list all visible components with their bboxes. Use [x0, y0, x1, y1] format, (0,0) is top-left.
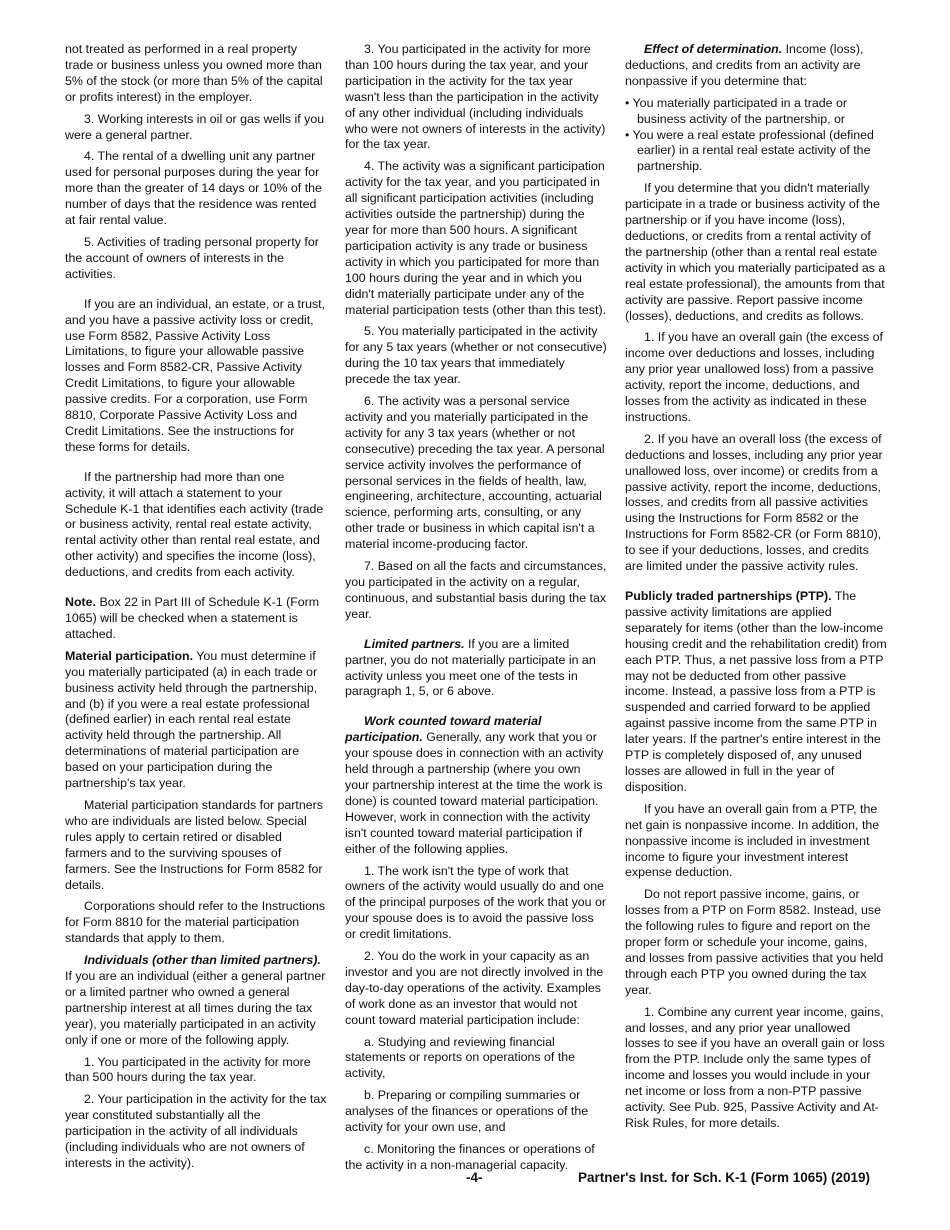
list-item: 2. Your participation in the activity for the tax year constituted substantially all the participation in the activity of all individuals (including individuals who are not owners of interests in the activity).: [65, 1092, 327, 1170]
list-item: 4. The rental of a dwelling unit any partner used for personal purposes during the year for more than the greater of 14 days or 10% of the number of days that the residence was rented at fair rental value.: [65, 149, 322, 228]
column-left: [65, 42, 327, 1178]
individuals-paragraph: [65, 953, 327, 1048]
paragraph: Material participation standards for partners who are individuals are listed below. Special rules apply to certain retired or disabled farmers and to the surviving spouses of farmers. See the Instructions for Form 8582 for details.: [65, 797, 323, 892]
limited-partners-paragraph: [345, 637, 607, 701]
material-participation-heading: Material participation.: [65, 648, 194, 663]
paragraph-text: If you are an individual (either a general partner or a limited partner who owned a general partnership interest at all times during the tax year), you materially participated in an activity only if one or more of the following apply.: [65, 969, 326, 1047]
bullet-item: • You were a real estate professional (defined earlier) in a rental real estate activity of the partnership.: [625, 127, 874, 174]
paragraph: Corporations should refer to the Instructions for Form 8810 for the material participation standards that apply to them.: [65, 899, 326, 946]
list-item: 4. The activity was a significant participation activity for the tax year, and you participated in all significant participation activities (including activities outside the partnership) during the year for more than 500 hours. A significant participation activity is any trade or business activity in which you participated for more than 100 hours during the year and in which you didn't materially participate under any of the material participation tests (other than this test).: [345, 159, 607, 317]
list-item: 1. You participated in the activity for more than 500 hours during the tax year.: [65, 1054, 311, 1085]
list-item: 5. Activities of trading personal property for the account of owners of interests in the activities.: [65, 234, 319, 281]
ptp-heading: Publicly traded partnerships (PTP).: [625, 589, 832, 603]
bullet-item: • You materially participated in a trade or business activity of the partnership, or: [625, 95, 847, 126]
work-counted-paragraph: [345, 714, 607, 857]
sub-list-item: b. Preparing or compiling summaries or analyses of the finances or operations of the activity for your own use, and: [345, 1088, 589, 1135]
column-middle: [345, 42, 607, 1180]
sub-list-item: a. Studying and reviewing financial statements or reports on operations of the activity,: [345, 1034, 576, 1081]
list-item: 1. Combine any current year income, gains, and losses, and any prior year unallowed losses to see if you have an overall gain or loss from the PTP. Include only the same types of income and losses you would include in your net income or loss from a non-PTP passive activity. See Pub. 925, Passive Activity and At-Risk Rules, for more details.: [625, 1004, 885, 1130]
paragraph: If you are an individual, an estate, or a trust, and you have a passive activity loss or credit, use Form 8582, Passive Activity Loss Limitations, to figure your allowable passive losses and Form 8582-CR, Passive Activity Credit Limitations, to figure your allowable passive credits. For a corporation, use Form 8810, Corporate Passive Activity Loss and Credit Limitations. See the instructions for these forms for details.: [65, 296, 326, 454]
paragraph: If the partnership had more than one activity, it will attach a statement to your Schedule K-1 that identifies each activity (trade or business activity, rental real estate activity, rental activity other than rental real estate, and other activity) and specifies the income (loss), deductions, and credits from each activity.: [65, 469, 324, 580]
list-item: 3. You participated in the activity for more than 100 hours during the tax year, and your participation in the activity for the tax year wasn't less than the participation in the activity of any other individual (including individuals who were not owners of interests in the activity) for the tax year.: [345, 42, 606, 152]
paragraph-text: Income (loss), deductions, and credits from an activity are nonpassive if you determine that:: [625, 42, 864, 88]
list-item: 6. The activity was a personal service activity and you materially participated in the activity for any 3 tax years (whether or not consecutive) preceding the tax year. A personal service activity involves the performance of personal services in the fields of health, law, engineering, architecture, accounting, actuarial science, performing arts, consulting, or any other trade or business in which capital isn't a material income-producing factor.: [345, 394, 605, 552]
list-item: 2. You do the work in your capacity as an investor and you are not directly involved in the day-to-day operations of the activity. Examples of work done as an investor that would not count toward material participation include:: [345, 949, 604, 1027]
paragraph: If you have an overall gain from a PTP, the net gain is nonpassive income. In addition, the nonpassive income is included in investment income to figure your investment interest expense deduction.: [625, 801, 880, 880]
sub-list-item: c. Monitoring the finances or operations of the activity in a non-managerial capacity.: [345, 1142, 595, 1172]
paragraph: If you determine that you didn't materially participate in a trade or business activity of the partnership or if you have income (loss), deductions, or credits from a rental activity of the partnership (other than a rental real estate activity in which you materially participated as a real estate professional), the amounts from that activity are passive. Report passive income (losses), deductions, and credits as follows.: [625, 181, 886, 323]
note-paragraph: [65, 595, 327, 643]
paragraph-text: The passive activity limitations are applied separately for items (other than the low-income housing credit and the rehabilitation credit) from each PTP. Thus, a net passive loss from a PTP may not be deducted from other passive income. Instead, a passive loss from a PTP is suspended and carried forward to be applied against passive income from the same PTP in later years. If the partner's entire interest in the PTP is completely disposed of, any unused losses are allowed in full in the year of disposition.: [625, 589, 887, 794]
note-text: Box 22 in Part III of Schedule K-1 (Form 1065) will be checked when a statement is attached.: [65, 595, 320, 641]
note-heading: Note.: [65, 595, 96, 610]
list-item: 7. Based on all the facts and circumstances, you participated in the activity on a regular, continuous, and substantial basis during the tax year.: [345, 559, 607, 621]
column-right: [625, 42, 887, 1138]
limited-partners-heading: Limited partners.: [364, 636, 465, 651]
page-number: -4-: [466, 1170, 483, 1185]
paragraph: not treated as performed in a real property trade or business unless you owned more than 5% of the stock (or more than 5% of the capital or profits interest) in the employer.: [65, 42, 323, 104]
ptp-paragraph: [625, 589, 887, 796]
footer-title: Partner's Inst. for Sch. K-1 (Form 1065) (2019): [578, 1170, 871, 1185]
paragraph-text: If you are a limited partner, you do not materially participate in an activity unless you meet one of the tests in paragraph 1, 5, or 6 above.: [345, 636, 596, 699]
effect-of-determination-heading: Effect of determination.: [644, 42, 783, 56]
list-item: 3. Working interests in oil or gas wells if you were a general partner.: [65, 111, 325, 142]
effect-of-determination-paragraph: [625, 42, 887, 90]
material-participation-paragraph: [65, 649, 327, 792]
work-counted-heading: Work counted toward material participation.: [345, 714, 542, 745]
paragraph: Do not report passive income, gains, or losses from a PTP on Form 8582. Instead, use the following rules to figure and report on the proper form or schedule your income, gains, and losses from passive activities that you held through each PTP you owned during the tax year.: [625, 887, 884, 997]
list-item: 5. You materially participated in the activity for any 5 tax years (whether or not consecutive) during the 10 tax years that immediately precede the tax year.: [345, 324, 607, 387]
paragraph-text: You must determine if you materially participated (a) in each trade or business activity held through the partnership, and (b) if you were a real estate professional (defined earlier) in each rental real estate activity held through the partnership. All determinations of material participation are based on your participation during the partnership's tax year.: [65, 648, 318, 791]
list-item: 1. The work isn't the type of work that owners of the activity would usually do and one of the principal purposes of the work that you or your spouse does is to avoid the passive loss or credit limitations.: [345, 863, 607, 942]
individuals-heading: Individuals (other than limited partners).: [84, 953, 321, 968]
list-item: 1. If you have an overall gain (the excess of income over deductions and losses, including any prior year unallowed loss) from a passive activity, report the income, deductions, and losses from the activity as indicated in these instructions.: [625, 330, 884, 424]
paragraph-text: Generally, any work that you or your spouse does in connection with an activity held through a partnership (where you own your partnership interest at the time the work is done) is counted toward material participation. However, work in connection with the activity isn't counted toward material participation if either of the following applies.: [345, 730, 604, 856]
list-item: 2. If you have an overall loss (the excess of deductions and losses, including any prior year unallowed loss, over income) or credits from a passive activity, report the income, deductions, losses, and credits from all passive activities using the Instructions for Form 8582 or the Instructions for Form 8582-CR (or Form 8810), to see if your deductions, losses, and credits are limited under the passive activity rules.: [625, 431, 883, 574]
